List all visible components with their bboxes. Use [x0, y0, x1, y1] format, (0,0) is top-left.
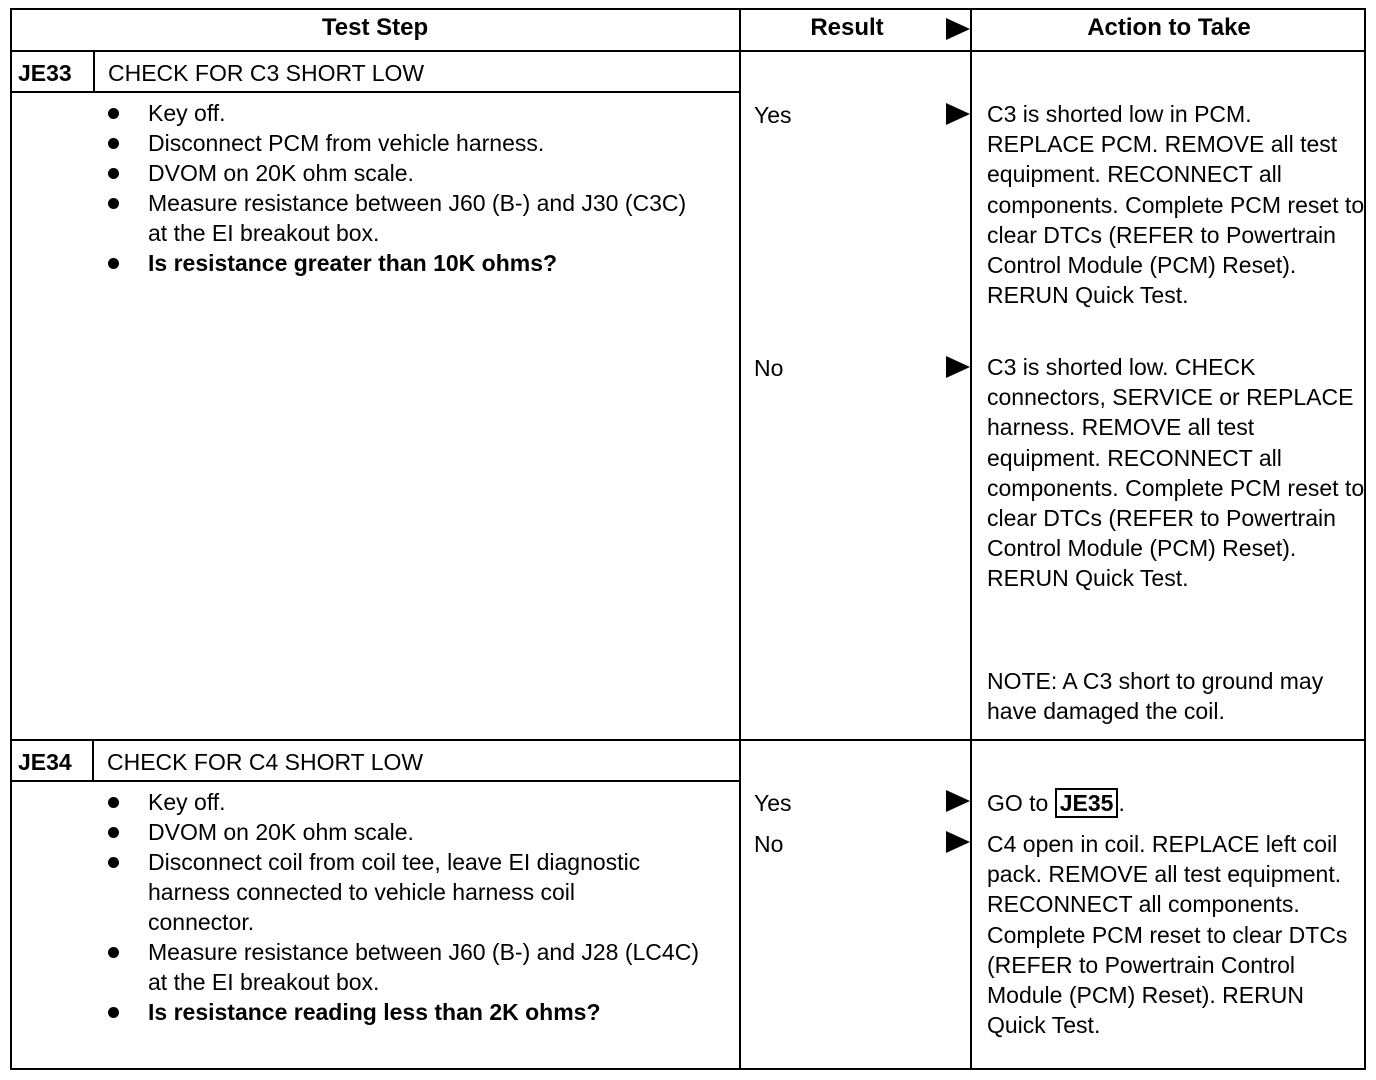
arrow-right-icon: [946, 790, 970, 812]
goto-suffix: .: [1118, 790, 1125, 816]
arrow-right-icon: [946, 831, 970, 853]
instruction-item: DVOM on 20K ohm scale.: [104, 817, 704, 847]
step-title: CHECK FOR C3 SHORT LOW: [108, 60, 425, 86]
instruction-item: Key off.: [104, 98, 704, 128]
column-divider-result: [739, 8, 741, 1070]
title-rule: [10, 780, 740, 782]
result-no: No: [754, 355, 784, 381]
instruction-item: Disconnect coil from coil tee, leave EI diagnostic harness connected to vehicle harness coil connector.: [104, 847, 648, 937]
result-no: No: [754, 831, 784, 857]
result-yes: Yes: [754, 790, 792, 816]
step-instructions: [104, 787, 704, 1027]
instruction-item: Measure resistance between J60 (B-) and J28 (LC4C) at the EI breakout box.: [104, 937, 704, 997]
action-text: C3 is shorted low in PCM. REPLACE PCM. REMOVE all test equipment. RECONNECT all components. Complete PCM reset to clear DTCs (REFER to Powertrain Control Module (PCM) Reset). RERUN Quick Test.: [987, 101, 1365, 309]
instruction-item: DVOM on 20K ohm scale.: [104, 158, 704, 188]
column-divider-action: [970, 8, 972, 1070]
header-action: Action to Take: [1087, 14, 1251, 41]
goto-label: GO to: [987, 790, 1049, 816]
header-rule: [10, 50, 1366, 52]
title-rule: [10, 91, 740, 93]
step-id: JE33: [18, 60, 72, 86]
id-cell-divider: [93, 51, 95, 92]
action-text: C4 open in coil. REPLACE left coil pack. REMOVE all test equipment. RECONNECT all components. Complete PCM reset to clear DTCs (REFER to Powertrain Control Module (PCM) Reset). RERUN Quick Test.: [987, 831, 1348, 1039]
question-item: Is resistance greater than 10K ohms?: [104, 248, 704, 278]
step-title: CHECK FOR C4 SHORT LOW: [107, 749, 424, 775]
id-cell-divider: [92, 740, 94, 781]
arrow-right-icon: [946, 356, 970, 378]
step-id: JE34: [18, 749, 72, 775]
action-goto: [987, 788, 1365, 818]
arrow-right-icon: [946, 18, 970, 40]
instruction-item: Measure resistance between J60 (B-) and J30 (C3C) at the EI breakout box.: [104, 188, 704, 248]
header-result: Result: [810, 14, 884, 41]
action-note: NOTE: A C3 short to ground may have damaged the coil.: [987, 668, 1324, 725]
action-text: C3 is shorted low. CHECK connectors, SERVICE or REPLACE harness. REMOVE all test equipment. RECONNECT all components. Complete PCM reset to clear DTCs (REFER to Powertrain Control Module (PCM) Reset). RERUN Quick Test.: [987, 354, 1365, 592]
header-test-step: Test Step: [321, 14, 429, 41]
step-separator: [10, 739, 1366, 741]
question-item: Is resistance reading less than 2K ohms?: [104, 997, 704, 1027]
instruction-item: Disconnect PCM from vehicle harness.: [104, 128, 704, 158]
step-instructions: [104, 98, 704, 278]
arrow-right-icon: [946, 103, 970, 125]
result-yes: Yes: [754, 102, 792, 128]
step-link-je35[interactable]: JE35: [1055, 788, 1119, 818]
instruction-item: Key off.: [104, 787, 704, 817]
